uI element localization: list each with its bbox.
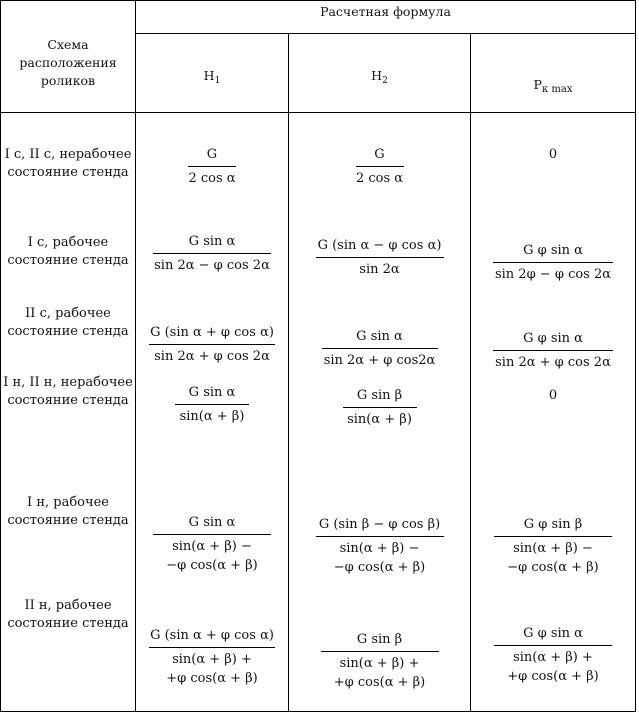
row-label: II с, рабочее состояние стенда <box>7 306 129 339</box>
formula-pk: 0 <box>548 147 558 162</box>
row-label: I н, II н, нерабочее состояние стенда <box>3 375 133 408</box>
formula-h1: G (sin α + φ cos α) sin(α + β) + +φ cos(α + β) <box>150 628 274 686</box>
header-h2: $H_2$ <box>371 68 388 86</box>
row-label: I с, рабочее состояние стенда <box>7 235 129 268</box>
table-border-bottom <box>0 711 636 712</box>
formula-pk: G φ sin α sin 2φ − φ cos 2α <box>494 243 612 282</box>
formula-h2: G sin β sin(α + β) + +φ cos(α + β) <box>289 630 470 692</box>
header-formula-group: Расчетная формула <box>320 4 451 19</box>
formula-h2: G sin β sin(α + β) <box>289 386 470 429</box>
formula-pk: 0 <box>548 388 558 403</box>
header-bottom-rule <box>0 112 636 113</box>
formula-h1: G sin α sin(α + β) − −φ cos(α + β) <box>136 513 288 575</box>
formula-h1: G (sin α + φ cos α) sin 2α + φ cos 2α <box>150 325 274 364</box>
column-divider-2 <box>288 33 289 712</box>
formula-h2: G (sin α − φ cos α) sin 2α <box>289 236 470 279</box>
row-label: I с, II с, нерабочее состояние стенда <box>4 147 132 180</box>
header-divider <box>136 33 636 34</box>
header-pk-max: $P_{к max}$ <box>533 77 573 95</box>
formula-pk: G φ sin α sin(α + β) + +φ cos(α + β) <box>471 624 635 686</box>
formula-h2: G 2 cos α <box>355 147 404 186</box>
row-label: II н, рабочее состояние стенда <box>7 598 129 631</box>
formula-pk: G φ sin β sin(α + β) − −φ cos(α + β) <box>471 515 635 577</box>
formula-h2: G sin α sin 2α + φ cos2α <box>289 327 470 370</box>
formula-h2: G (sin β − φ cos β) sin(α + β) − −φ cos(α + β) <box>289 515 470 577</box>
header-h1: $H_1$ <box>203 68 221 86</box>
formula-h1: G sin α sin(α + β) <box>136 383 288 426</box>
formula-h1: G 2 cos α <box>188 147 236 186</box>
formula-h1: G sin α sin 2α − φ cos 2α <box>154 234 270 273</box>
table-border-top <box>0 0 636 1</box>
row-label: I н, рабочее состояние стенда <box>7 495 129 528</box>
header-scheme: Схема расположения роликов <box>19 37 117 88</box>
table-border-right <box>635 0 636 712</box>
formula-pk: G φ sin α sin 2α + φ cos 2α <box>471 329 635 372</box>
column-divider-3 <box>470 33 471 712</box>
